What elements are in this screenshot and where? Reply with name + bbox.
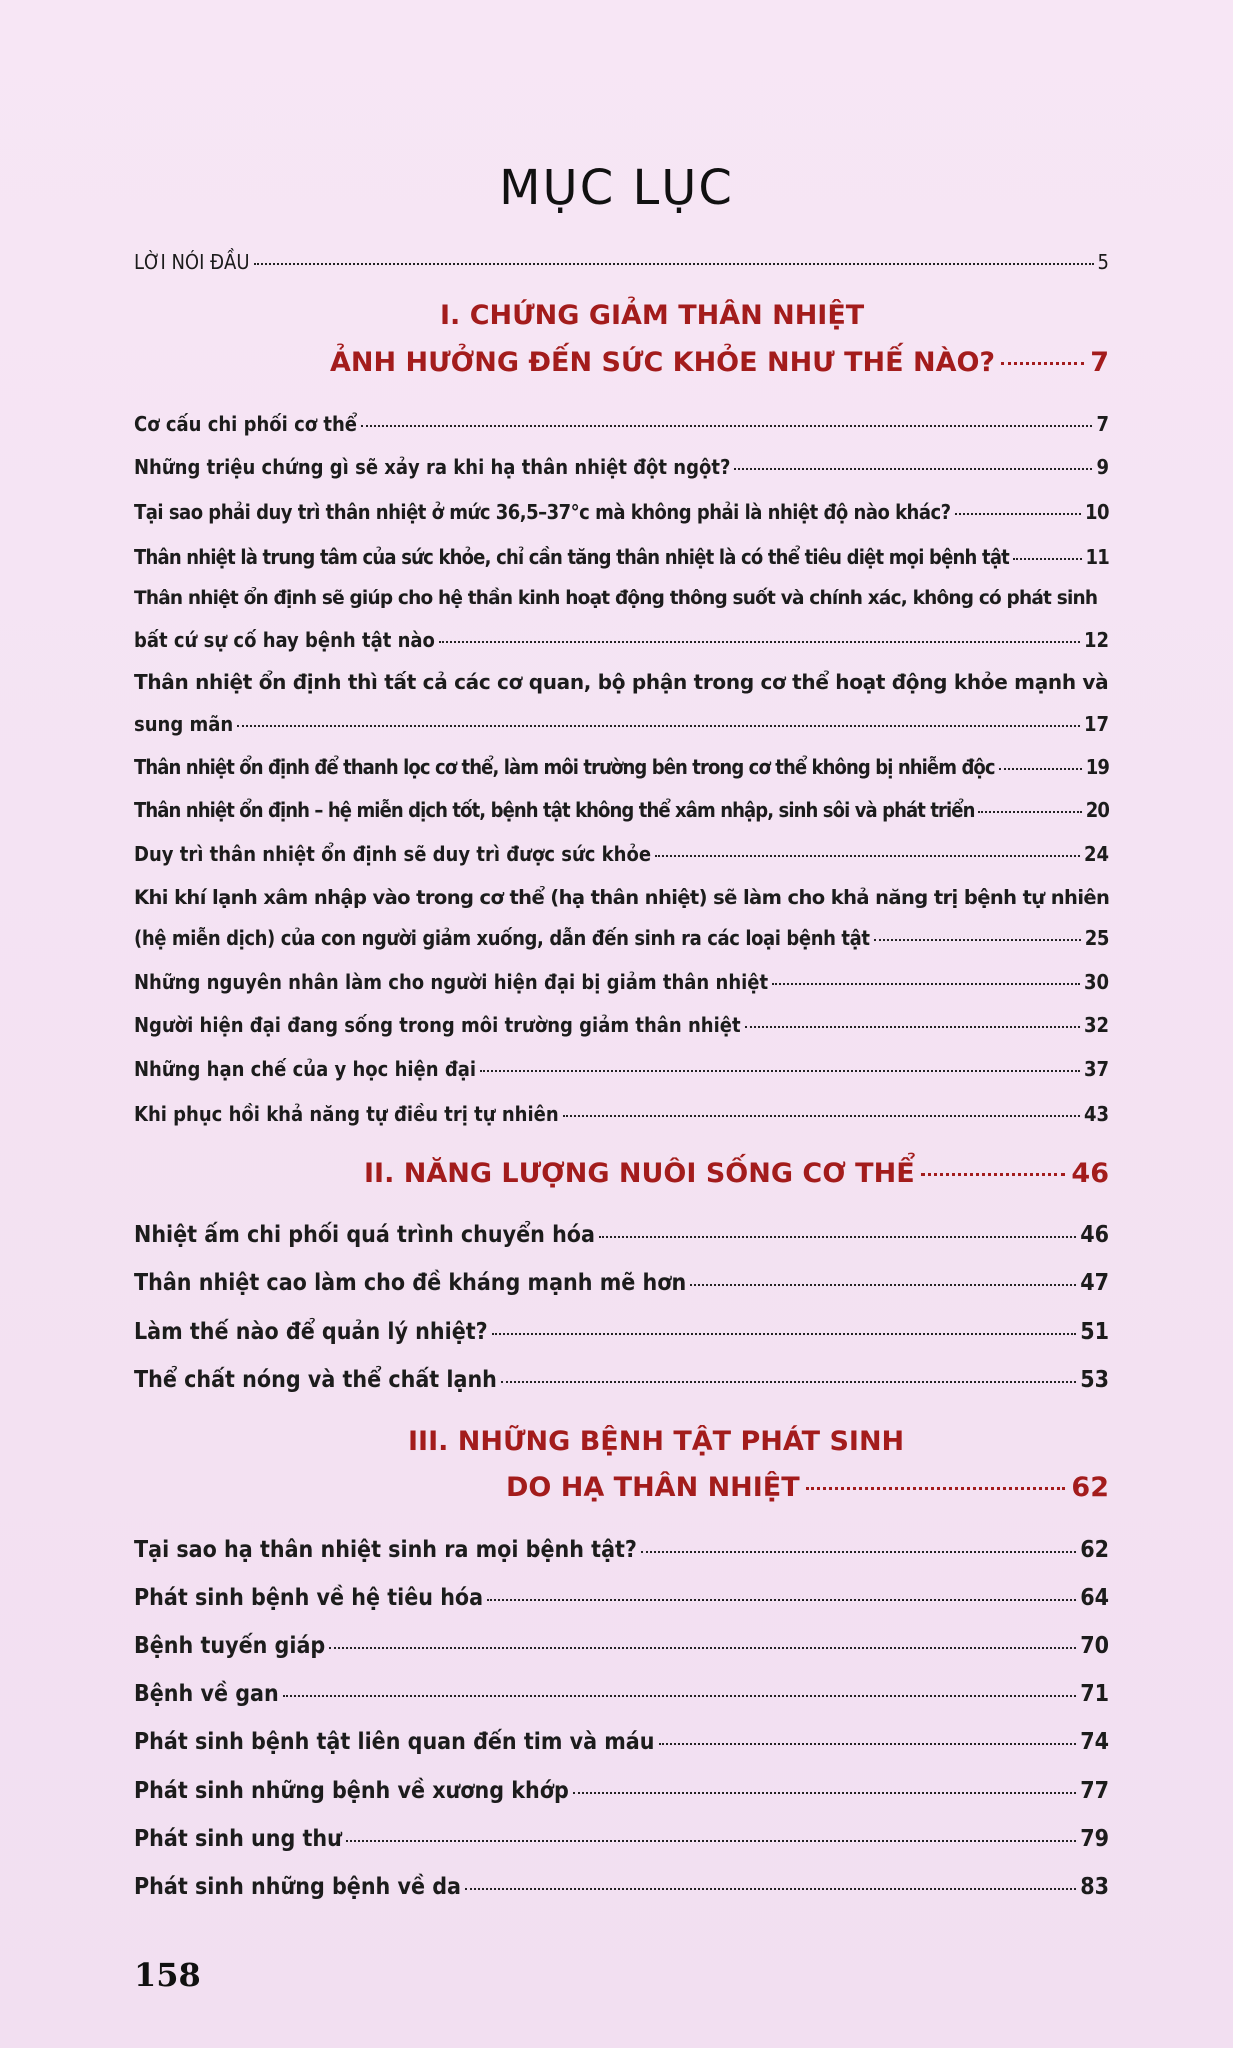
leader-dots [254, 263, 1094, 265]
toc-entry[interactable] [134, 1270, 1109, 1296]
toc-entry-page: 20 [1085, 798, 1109, 822]
section-3-heading-line2: DO HẠ THÂN NHIỆT [506, 1472, 800, 1503]
toc-entry-label: Phát sinh bệnh về hệ tiêu hóa [134, 1585, 484, 1611]
toc-entry-page: 77 [1080, 1778, 1109, 1804]
toc-entry-label: Bệnh tuyến giáp [134, 1633, 326, 1659]
leader-dots [501, 1381, 1076, 1383]
toc-entry-page: 32 [1083, 1013, 1109, 1037]
toc-entry-page: 43 [1083, 1102, 1109, 1126]
toc-entry-page: 25 [1084, 926, 1109, 950]
section-3-heading-entry[interactable] [506, 1472, 1109, 1503]
toc-entry-page: 62 [1080, 1537, 1109, 1563]
leader-dots [480, 1070, 1080, 1072]
toc-entry-page: 9 [1096, 455, 1109, 479]
leader-dots [439, 641, 1080, 643]
toc-entry-page: 7 [1096, 412, 1109, 436]
toc-entry[interactable] [134, 842, 1109, 866]
toc-entry-label: Thân nhiệt ổn định để thanh lọc cơ thể, làm môi trường bên trong cơ thể không bị nhiễm độc [134, 755, 995, 779]
toc-entry[interactable] [134, 1102, 1109, 1126]
toc-entry-page: 10 [1084, 500, 1109, 524]
toc-entry[interactable] [134, 1826, 1109, 1852]
toc-entry[interactable] [134, 1729, 1109, 1755]
toc-entry-label: Khi phục hồi khả năng tự điều trị tự nhiên [134, 1102, 559, 1126]
toc-entry-label: Tại sao hạ thân nhiệt sinh ra mọi bệnh tật? [134, 1537, 637, 1563]
toc-entry[interactable] [134, 1633, 1109, 1659]
toc-entry-label-line1: Thân nhiệt ổn định thì tất cả các cơ quan, bộ phận trong cơ thể hoạt động khỏe mạnh và [134, 670, 1109, 694]
toc-entry[interactable] [134, 455, 1109, 479]
toc-entry-label-line2: bất cứ sự cố hay bệnh tật nào [134, 628, 435, 652]
toc-entry[interactable] [134, 755, 1109, 779]
toc-entry-page: 17 [1083, 712, 1109, 736]
toc-entry-label: Những triệu chứng gì sẽ xảy ra khi hạ thân nhiệt đột ngột? [134, 455, 731, 479]
leader-dots [955, 513, 1081, 515]
section-1-heading-line2: ẢNH HƯỞNG ĐẾN SỨC KHỎE NHƯ THẾ NÀO? [330, 347, 996, 378]
toc-entry-label: Phát sinh bệnh tật liên quan đến tim và máu [134, 1729, 655, 1755]
toc-entry-page: 74 [1080, 1729, 1109, 1755]
toc-entry-label: Thân nhiệt là trung tâm của sức khỏe, chỉ cần tăng thân nhiệt là có thể tiêu diệt mọi bệnh tật [134, 545, 1009, 569]
leader-dots [563, 1115, 1080, 1117]
leader-dots [283, 1695, 1076, 1697]
leader-dots [806, 1487, 1066, 1490]
toc-entry-label: Tại sao phải duy trì thân nhiệt ở mức 36,5–37°c mà không phải là nhiệt độ nào khác? [134, 500, 951, 524]
toc-entry[interactable] [134, 628, 1109, 652]
leader-dots [346, 1840, 1076, 1842]
toc-entry-page: 11 [1085, 545, 1109, 569]
toc-entry[interactable] [134, 1585, 1109, 1611]
toc-entry[interactable] [134, 1222, 1109, 1248]
toc-entry-page: 83 [1080, 1874, 1109, 1900]
toc-entry-label-line1: Khi khí lạnh xâm nhập vào trong cơ thể (hạ thân nhiệt) sẽ làm cho khả năng trị bệnh tự nhiên [134, 886, 1110, 909]
leader-dots [641, 1551, 1076, 1553]
toc-entry-label: Người hiện đại đang sống trong môi trường giảm thân nhiệt [134, 1013, 741, 1037]
toc-entry-label: Duy trì thân nhiệt ổn định sẽ duy trì được sức khỏe [134, 842, 652, 866]
toc-entry[interactable] [134, 1057, 1109, 1081]
page-title: MỤC LỤC [499, 160, 734, 216]
toc-entry[interactable] [134, 798, 1109, 822]
leader-dots [1001, 362, 1084, 365]
toc-entry[interactable] [134, 1778, 1109, 1804]
toc-entry[interactable] [134, 1874, 1109, 1900]
leader-dots [921, 1173, 1066, 1176]
toc-entry[interactable] [134, 1013, 1109, 1037]
toc-entry[interactable] [134, 1319, 1109, 1345]
toc-entry-page: 12 [1083, 628, 1109, 652]
toc-entry-page: 53 [1080, 1367, 1109, 1393]
toc-entry-page: 5 [1097, 250, 1109, 274]
toc-entry-label-line1: Thân nhiệt ổn định sẽ giúp cho hệ thần kinh hoạt động thông suốt và chính xác, không có phát sinh [134, 588, 1098, 609]
toc-entry-label-line2: (hệ miễn dịch) của con người giảm xuống, dẫn đến sinh ra các loại bệnh tật [134, 926, 870, 950]
leader-dots [573, 1792, 1076, 1794]
toc-entry-page: 47 [1080, 1270, 1109, 1296]
toc-entry-page: 71 [1080, 1681, 1109, 1707]
toc-entry[interactable] [134, 1367, 1109, 1393]
leader-dots [655, 855, 1080, 857]
section-2-heading: II. NĂNG LƯỢNG NUÔI SỐNG CƠ THỂ [364, 1158, 915, 1189]
toc-entry-page: 79 [1080, 1826, 1109, 1852]
toc-entry-page: 46 [1080, 1222, 1109, 1248]
section-2-heading-entry[interactable] [364, 1158, 1109, 1189]
toc-entry-label: Những hạn chế của y học hiện đại [134, 1057, 477, 1081]
toc-entry[interactable] [134, 926, 1109, 950]
leader-dots [487, 1599, 1076, 1601]
toc-entry-page: 30 [1083, 970, 1109, 994]
toc-entry-label: Thể chất nóng và thể chất lạnh [134, 1367, 497, 1393]
leader-dots [659, 1743, 1077, 1745]
toc-entry-page: 51 [1080, 1319, 1109, 1345]
toc-entry[interactable] [134, 500, 1109, 524]
leader-dots [492, 1333, 1077, 1335]
toc-entry-label: Cơ cấu chi phối cơ thể [134, 412, 357, 436]
section-3-page: 62 [1071, 1472, 1109, 1503]
leader-dots [599, 1236, 1076, 1238]
toc-entry[interactable] [134, 1537, 1109, 1563]
leader-dots [772, 983, 1080, 985]
toc-entry-label-line2: sung mãn [134, 712, 234, 736]
toc-entry-page: 19 [1085, 755, 1109, 779]
toc-entry-page: 70 [1080, 1633, 1109, 1659]
toc-entry[interactable] [134, 712, 1109, 736]
toc-entry-label: LỜI NÓI ĐẦU [134, 250, 250, 274]
leader-dots [465, 1888, 1076, 1890]
toc-entry-label: Thân nhiệt ổn định – hệ miễn dịch tốt, bệnh tật không thể xâm nhập, sinh sôi và phát triển [134, 798, 975, 822]
section-1-heading-entry[interactable] [330, 347, 1109, 378]
leader-dots [745, 1026, 1080, 1028]
leader-dots [329, 1647, 1076, 1649]
page-number: 158 [134, 1956, 201, 1994]
toc-entry-preface[interactable] [134, 250, 1109, 274]
toc-entry[interactable] [134, 412, 1109, 436]
leader-dots [999, 768, 1082, 770]
toc-entry-page: 37 [1083, 1057, 1109, 1081]
leader-dots [690, 1284, 1076, 1286]
leader-dots [874, 939, 1081, 941]
leader-dots [734, 468, 1092, 470]
toc-entry-page: 64 [1080, 1585, 1109, 1611]
leader-dots [237, 725, 1080, 727]
leader-dots [361, 425, 1092, 427]
leader-dots [978, 811, 1081, 813]
section-2-page: 46 [1071, 1158, 1109, 1189]
toc-entry-label: Thân nhiệt cao làm cho đề kháng mạnh mẽ hơn [134, 1270, 687, 1296]
leader-dots [1013, 558, 1082, 560]
section-1-page: 7 [1090, 347, 1109, 378]
toc-entry-page: 24 [1083, 842, 1109, 866]
toc-entry-label: Bệnh về gan [134, 1681, 279, 1707]
toc-entry[interactable] [134, 1681, 1109, 1707]
toc-entry-label: Phát sinh những bệnh về xương khớp [134, 1778, 569, 1804]
toc-entry-label: Làm thế nào để quản lý nhiệt? [134, 1319, 488, 1345]
toc-entry-label: Phát sinh ung thư [134, 1826, 342, 1852]
toc-entry-label: Phát sinh những bệnh về da [134, 1874, 461, 1900]
toc-entry-label: Nhiệt ấm chi phối quá trình chuyển hóa [134, 1222, 595, 1248]
toc-entry[interactable] [134, 545, 1109, 569]
toc-entry-label: Những nguyên nhân làm cho người hiện đại bị giảm thân nhiệt [134, 970, 769, 994]
toc-entry[interactable] [134, 970, 1109, 994]
section-1-heading-line1: I. CHỨNG GIẢM THÂN NHIỆT [440, 300, 865, 331]
section-3-heading-line1: III. NHỮNG BỆNH TẬT PHÁT SINH [408, 1426, 905, 1457]
